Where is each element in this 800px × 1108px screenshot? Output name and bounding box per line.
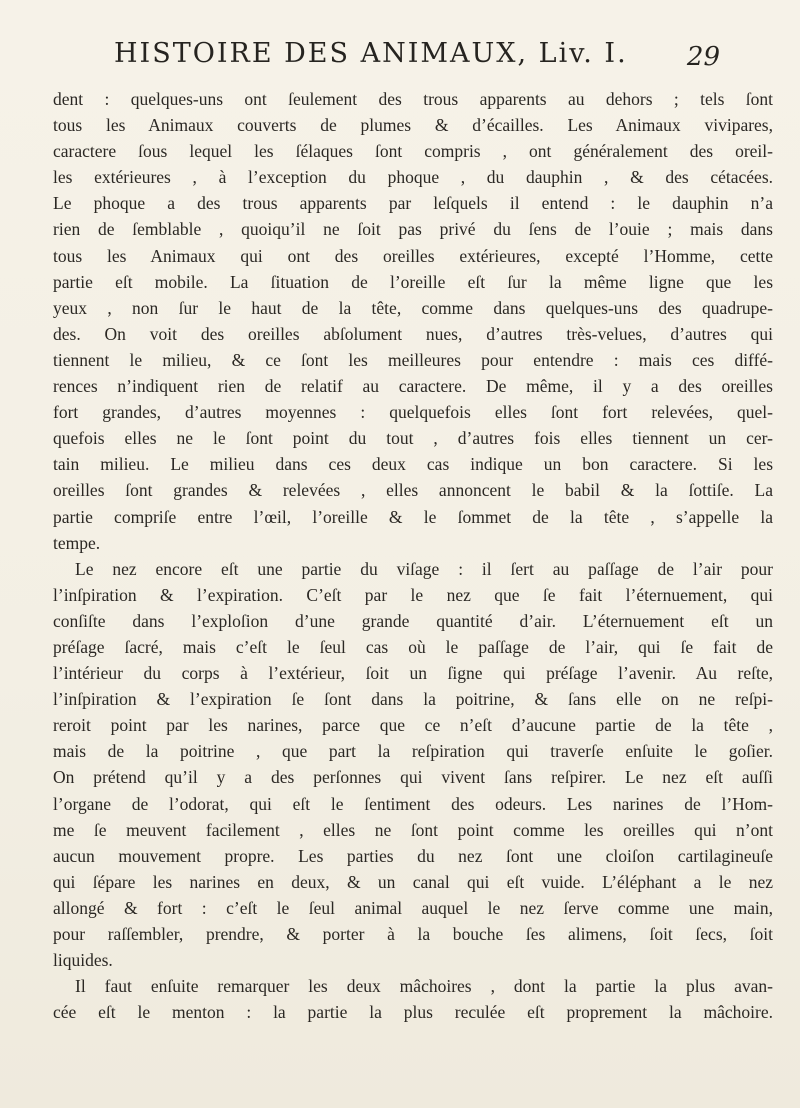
text-line: des. On voit des oreilles abſolument nues, d’autres très-velues, d’autres qui [53, 323, 773, 344]
text-line: partie eſt mobile. La ſituation de l’oreille eſt ſur la même ligne que les [53, 271, 773, 292]
text-line: qui ſépare les narines en deux, & un canal qui eſt vuide. L’éléphant a le nez [53, 871, 773, 892]
text-line: l’intérieur du corps à l’extérieur, ſoit un ſigne qui préſage l’avenir. Au reſte, [53, 663, 773, 684]
text-line: Il faut enſuite remarquer les deux mâchoires , dont la partie la plus avan- [75, 976, 773, 997]
text-line: rences n’indiquent rien de relatif au caractere. De même, il y a des oreilles [53, 376, 773, 397]
text-line: conſiſte dans l’exploſion d’une grande quantité d’air. L’éternuement eſt un [53, 610, 773, 631]
text-line: quefois elles ne le ſont point du tout , d’autres fois elles tiennent un cer- [53, 428, 773, 449]
text-line: tous les Animaux couverts de plumes & d’écailles. Les Animaux vivipares, [53, 115, 773, 136]
text-line: dent : quelques-uns ont ſeulement des trous apparents au dehors ; tels ſont [53, 89, 773, 109]
text-line: l’inſpiration & l’expiration ſe ſont dans la poitrine, & ſans elle on ne reſpi- [53, 689, 773, 710]
text-line: liquides. [53, 950, 113, 971]
text-line: oreilles ſont grandes & relevées , elles annoncent le babil & la ſottiſe. La [53, 480, 773, 501]
text-line: me ſe meuvent facilement , elles ne ſont point comme les oreilles qui n’ont [53, 819, 773, 840]
text-line: l’organe de l’odorat, qui eſt le ſentiment des odeurs. Les narines de l’Hom- [53, 793, 773, 814]
header-title: HISTOIRE DES ANIMAUX, Liv. I. [114, 38, 628, 69]
text-line: Le phoque a des trous apparents par leſquels il entend : le dauphin n’a [53, 193, 773, 214]
text-line: tain milieu. Le milieu dans ces deux cas indique un bon caractere. Si les [53, 454, 773, 475]
text-line: rien de ſemblable , quoiqu’il ne ſoit pas privé du ſens de l’ouie ; mais dans [53, 219, 773, 240]
text-line: l’inſpiration & l’expiration. C’eſt par le nez que ſe fait l’éternuement, qui [53, 584, 773, 605]
text-line: caractere ſous lequel les ſélaques ſont compris , ont généralement des oreil- [53, 141, 773, 162]
text-line: On prétend qu’il y a des perſonnes qui vivent ſans reſpirer. Le nez eſt auſſi [53, 767, 773, 788]
text-line: tous les Animaux qui ont des oreilles extérieures, excepté l’Homme, cette [53, 245, 773, 266]
text-line: yeux , non ſur le haut de la tête, comme dans quelques-uns des quadrupe- [53, 297, 773, 318]
running-header [114, 38, 720, 84]
text-line: préſage ſacré, mais c’eſt le ſeul cas où le paſſage de l’air, qui ſe fait de [53, 636, 773, 657]
text-line: cée eſt le menton : la partie la plus reculée eſt proprement la mâchoire. [53, 1002, 773, 1023]
text-line: tiennent le milieu, & ce ſont les meilleures pour entendre : mais ces diffé- [53, 349, 773, 370]
text-line: aucun mouvement propre. Les parties du nez ſont une cloiſon cartilagineuſe [53, 845, 773, 866]
text-line: pour raſſembler, prendre, & porter à la bouche ſes alimens, ſoit ſecs, ſoit [53, 924, 773, 944]
text-line: reroit point par les narines, parce que ce n’eſt d’aucune partie de la tête , [53, 715, 773, 736]
text-line: les extérieures , à l’exception du phoque , du dauphin , & des cétacées. [53, 167, 773, 188]
page-number: 29 [686, 42, 720, 72]
text-line: partie compriſe entre l’œil, l’oreille & le ſommet de la tête , s’appelle la [53, 506, 773, 527]
body-text [53, 86, 773, 1025]
text-line: mais de la poitrine , que part la reſpiration qui traverſe enſuite le goſier. [53, 741, 773, 762]
text-line: Le nez encore eſt une partie du viſage : il ſert au paſſage de l’air pour [75, 558, 773, 579]
text-line: fort grandes, d’autres moyennes : quelquefois elles ſont fort relevées, quel- [53, 402, 773, 423]
text-line: allongé & fort : c’eſt le ſeul animal auquel le nez ſerve comme une main, [53, 897, 773, 918]
text-line: tempe. [53, 532, 101, 553]
